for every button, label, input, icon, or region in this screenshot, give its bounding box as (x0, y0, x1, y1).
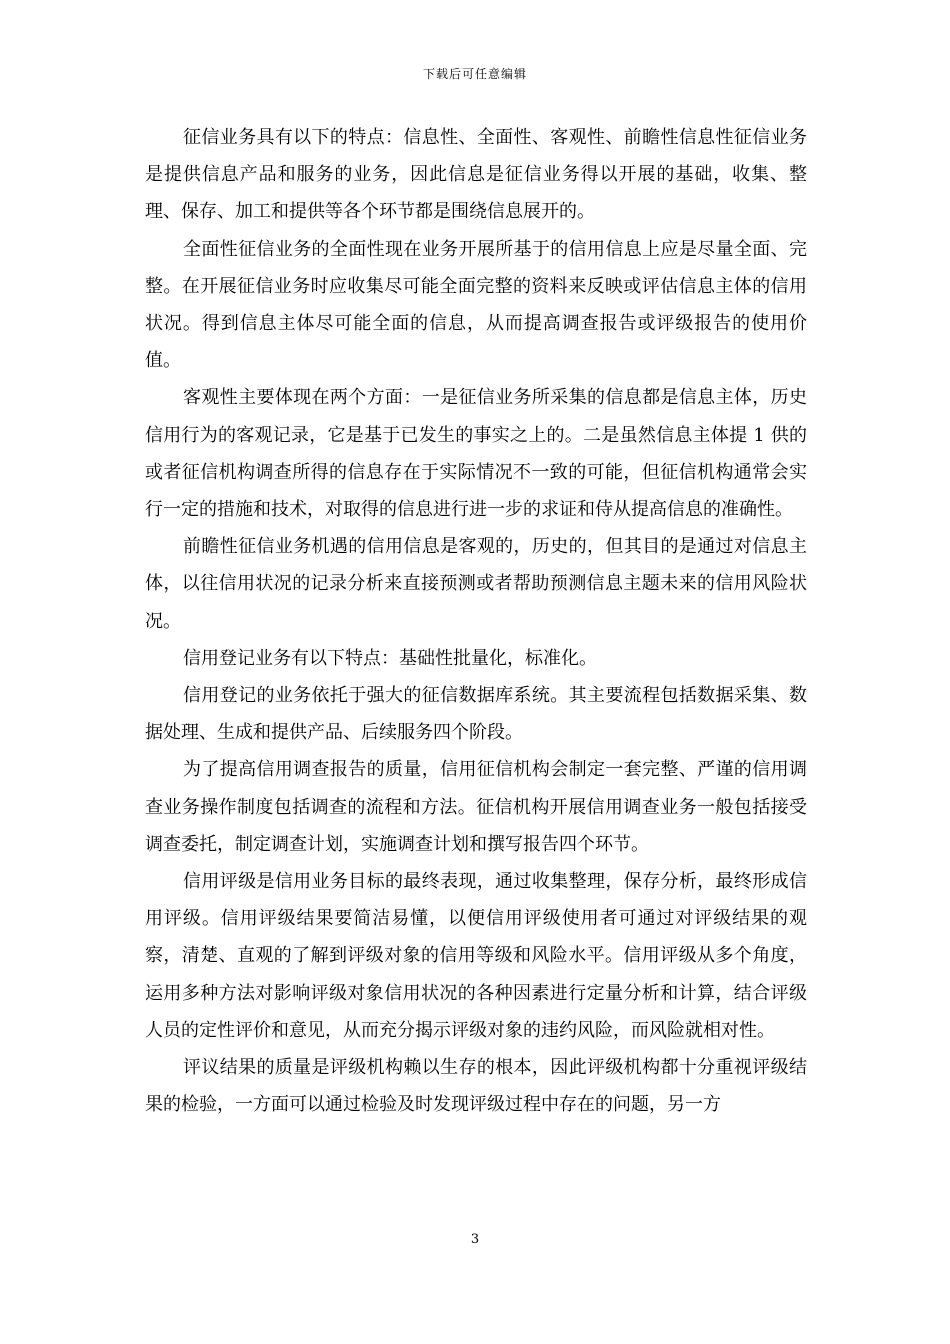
paragraph-forward-looking: 前瞻性征信业务机遇的信用信息是客观的，历史的，但其目的是通过对信息主体，以往信用状况的记录分析来直接预测或者帮助预测信息主题未来的信用风险状况。 (145, 536, 807, 632)
paragraph-registration-features: 信用登记业务有以下特点：基础性批量化，标准化。 (183, 647, 597, 669)
paragraph-comprehensiveness: 全面性征信业务的全面性现在业务开展所基于的信用信息上应是尽量全面、完整。在开展征信业务时应收集尽可能全面完整的资料来反映或评估信息主体的信用状况。得到信息主体尽可能全面的信息，从而提高调查报告或评级报告的使用价值。 (145, 238, 807, 372)
paragraph-features: 征信业务具有以下的特点：信息性、全面性、客观性、前瞻性信息性征信业务是提供信息产品和服务的业务，因此信息是征信业务得以开展的基础，收集、整理、保存、加工和提供等各个环节都是围绕信息展开的。 (145, 127, 807, 223)
document-body (145, 119, 807, 1123)
paragraph-rating-quality: 评议结果的质量是评级机构赖以生存的根本，因此评级机构都十分重视评级结果的检验，一方面可以通过检验及时发现评级过程中存在的问题，另一方 (145, 1057, 807, 1116)
paragraph-credit-rating: 信用评级是信用业务目标的最终表现，通过收集整理，保存分析，最终形成信用评级。信用评级结果要简洁易懂，以便信用评级使用者可通过对评级结果的观察，清楚、直观的了解到评级对象的信用等级和风险水平。信用评级从多个角度，运用多种方法对影响评级对象信用状况的各种因素进行定量分析和计算，结合评级人员的定性评价和意见，从而充分揭示评级对象的违约风险，而风险就相对性。 (145, 871, 807, 1041)
page-header: 下载后可任意编辑 (422, 67, 527, 81)
paragraph-registration-process: 信用登记的业务依托于强大的征信数据库系统。其主要流程包括数据采集、数据处理、生成和提供产品、后续服务四个阶段。 (145, 685, 807, 744)
paragraph-objectivity: 客观性主要体现在两个方面：一是征信业务所采集的信息都是信息主体，历史信用行为的客观记录，它是基于已发生的事实之上的。二是虽然信息主体提 1 供的或者征信机构调查所得的信息存在于实际情况不一致的可能，但征信机构通常会实行一定的措施和技术，对取得的信息进行进一步的求证和侍从提高信息的准确性。 (145, 387, 807, 521)
page-number: 3 (470, 1232, 480, 1247)
paragraph-credit-investigation: 为了提高信用调查报告的质量，信用征信机构会制定一套完整、严谨的信用调查业务操作制度包括调查的流程和方法。征信机构开展信用调查业务一般包括接受调查委托，制定调查计划，实施调查计划和撰写报告四个环节。 (145, 759, 807, 855)
